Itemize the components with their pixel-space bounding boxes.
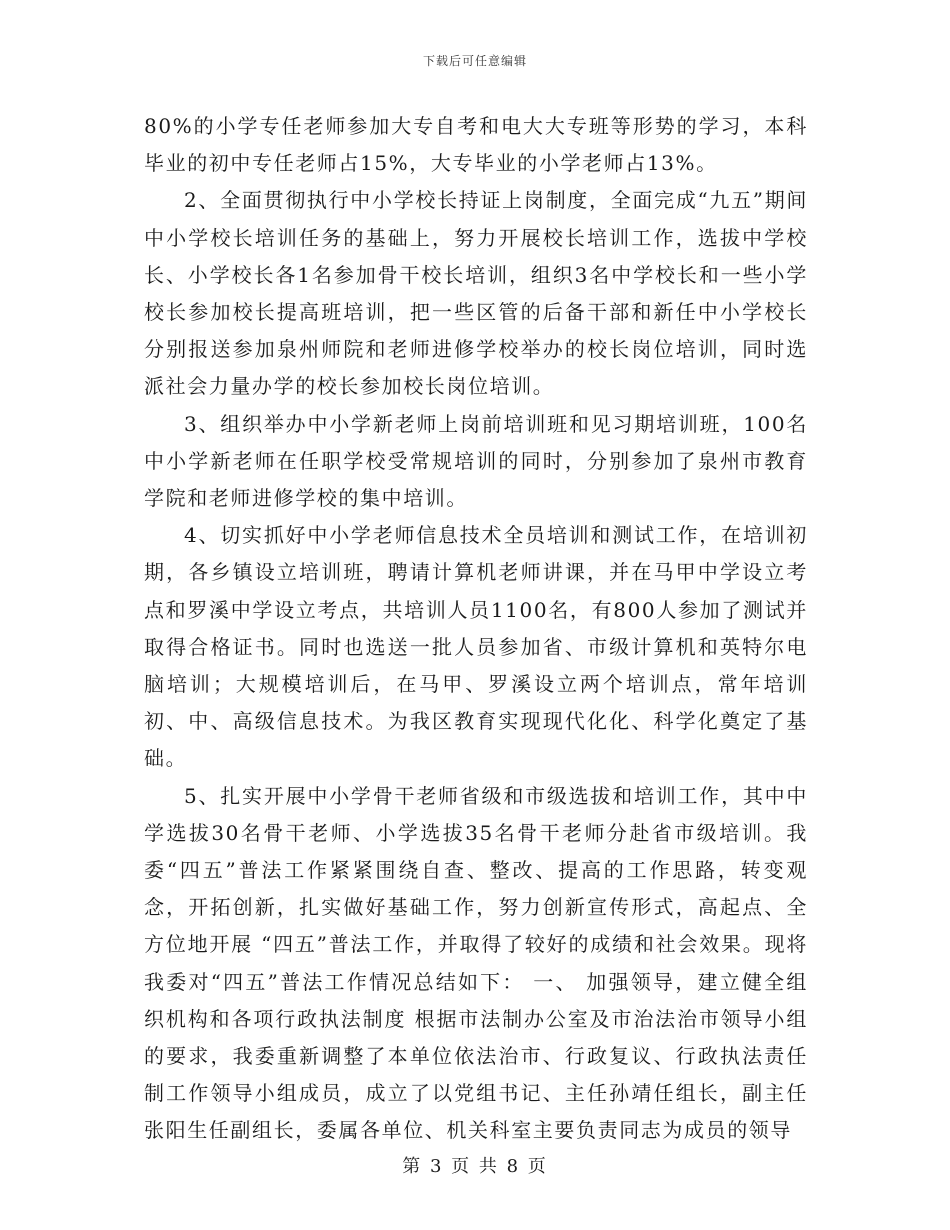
paragraph-item-3: 3、组织举办中小学新老师上岗前培训班和见习期培训班，100名中小学新老师在任职学校受常规培训的同时，分别参加了泉州市教育学院和老师进修学校的集中培训。 — [144, 411, 808, 511]
page-number-footer: 第 3 页 共 8 页 — [402, 1156, 548, 1177]
paragraph-continuation: 80%的小学专任老师参加大专自考和电大大专班等形势的学习，本科毕业的初中专任老师占15%，大专毕业的小学老师占13%。 — [144, 114, 808, 176]
paragraph-item-4: 4、切实抓好中小学老师信息技术全员培训和测试工作，在培训初期，各乡镇设立培训班，聘请计算机老师讲课，并在马甲中学设立考点和罗溪中学设立考点，共培训人员1100名，有800人参加了测试并取得合格证书。同时也选送一批人员参加省、市级计算机和英特尔电脑培训；大规模培训后，在马甲、罗溪设立两个培训点，常年培训初、中、高级信息技术。为我区教育实现现代化化、科学化奠定了基础。 — [144, 523, 808, 771]
paragraph-item-5: 5、扎实开展中小学骨干老师省级和市级选拔和培训工作，其中中学选拔30名骨干老师、小学选拔35名骨干老师分赴省市级培训。我委“四五”普法工作紧紧围绕自查、整改、提高的工作思路，转变观念，开拓创新，扎实做好基础工作，努力创新宣传形式，高起点、全方位地开展 “四五”普法工作，并取得了较好的成绩和社会效果。现将我委对“四五”普法工作情况总结如下： 一、 加强领导，建立健全组织机构和各项行政执法制度 根据市法制办公室及市治法治市领导小组的要求，我委重新调整了本单位依法治市、行政复议、行政执法责任制工作领导小组成员，成立了以党组书记、主任孙靖任组长，副主任张阳生任副组长，委属各单位、机关科室主要负责同志为成员的领导 — [144, 783, 808, 1143]
paragraph-item-2: 2、全面贯彻执行中小学校长持证上岗制度，全面完成“九五”期间中小学校长培训任务的基础上，努力开展校长培训工作，选拔中学校长、小学校长各1名参加骨干校长培训，组织3名中学校长和一些小学校长参加校长提高班培训，把一些区管的后备干部和新任中小学校长分别报送参加泉州师院和老师进修学校举办的校长岗位培训，同时选派社会力量办学的校长参加校长岗位培训。 — [144, 188, 808, 399]
document-body — [144, 108, 808, 1150]
page-header-note: 下载后可任意编辑 — [422, 54, 527, 68]
